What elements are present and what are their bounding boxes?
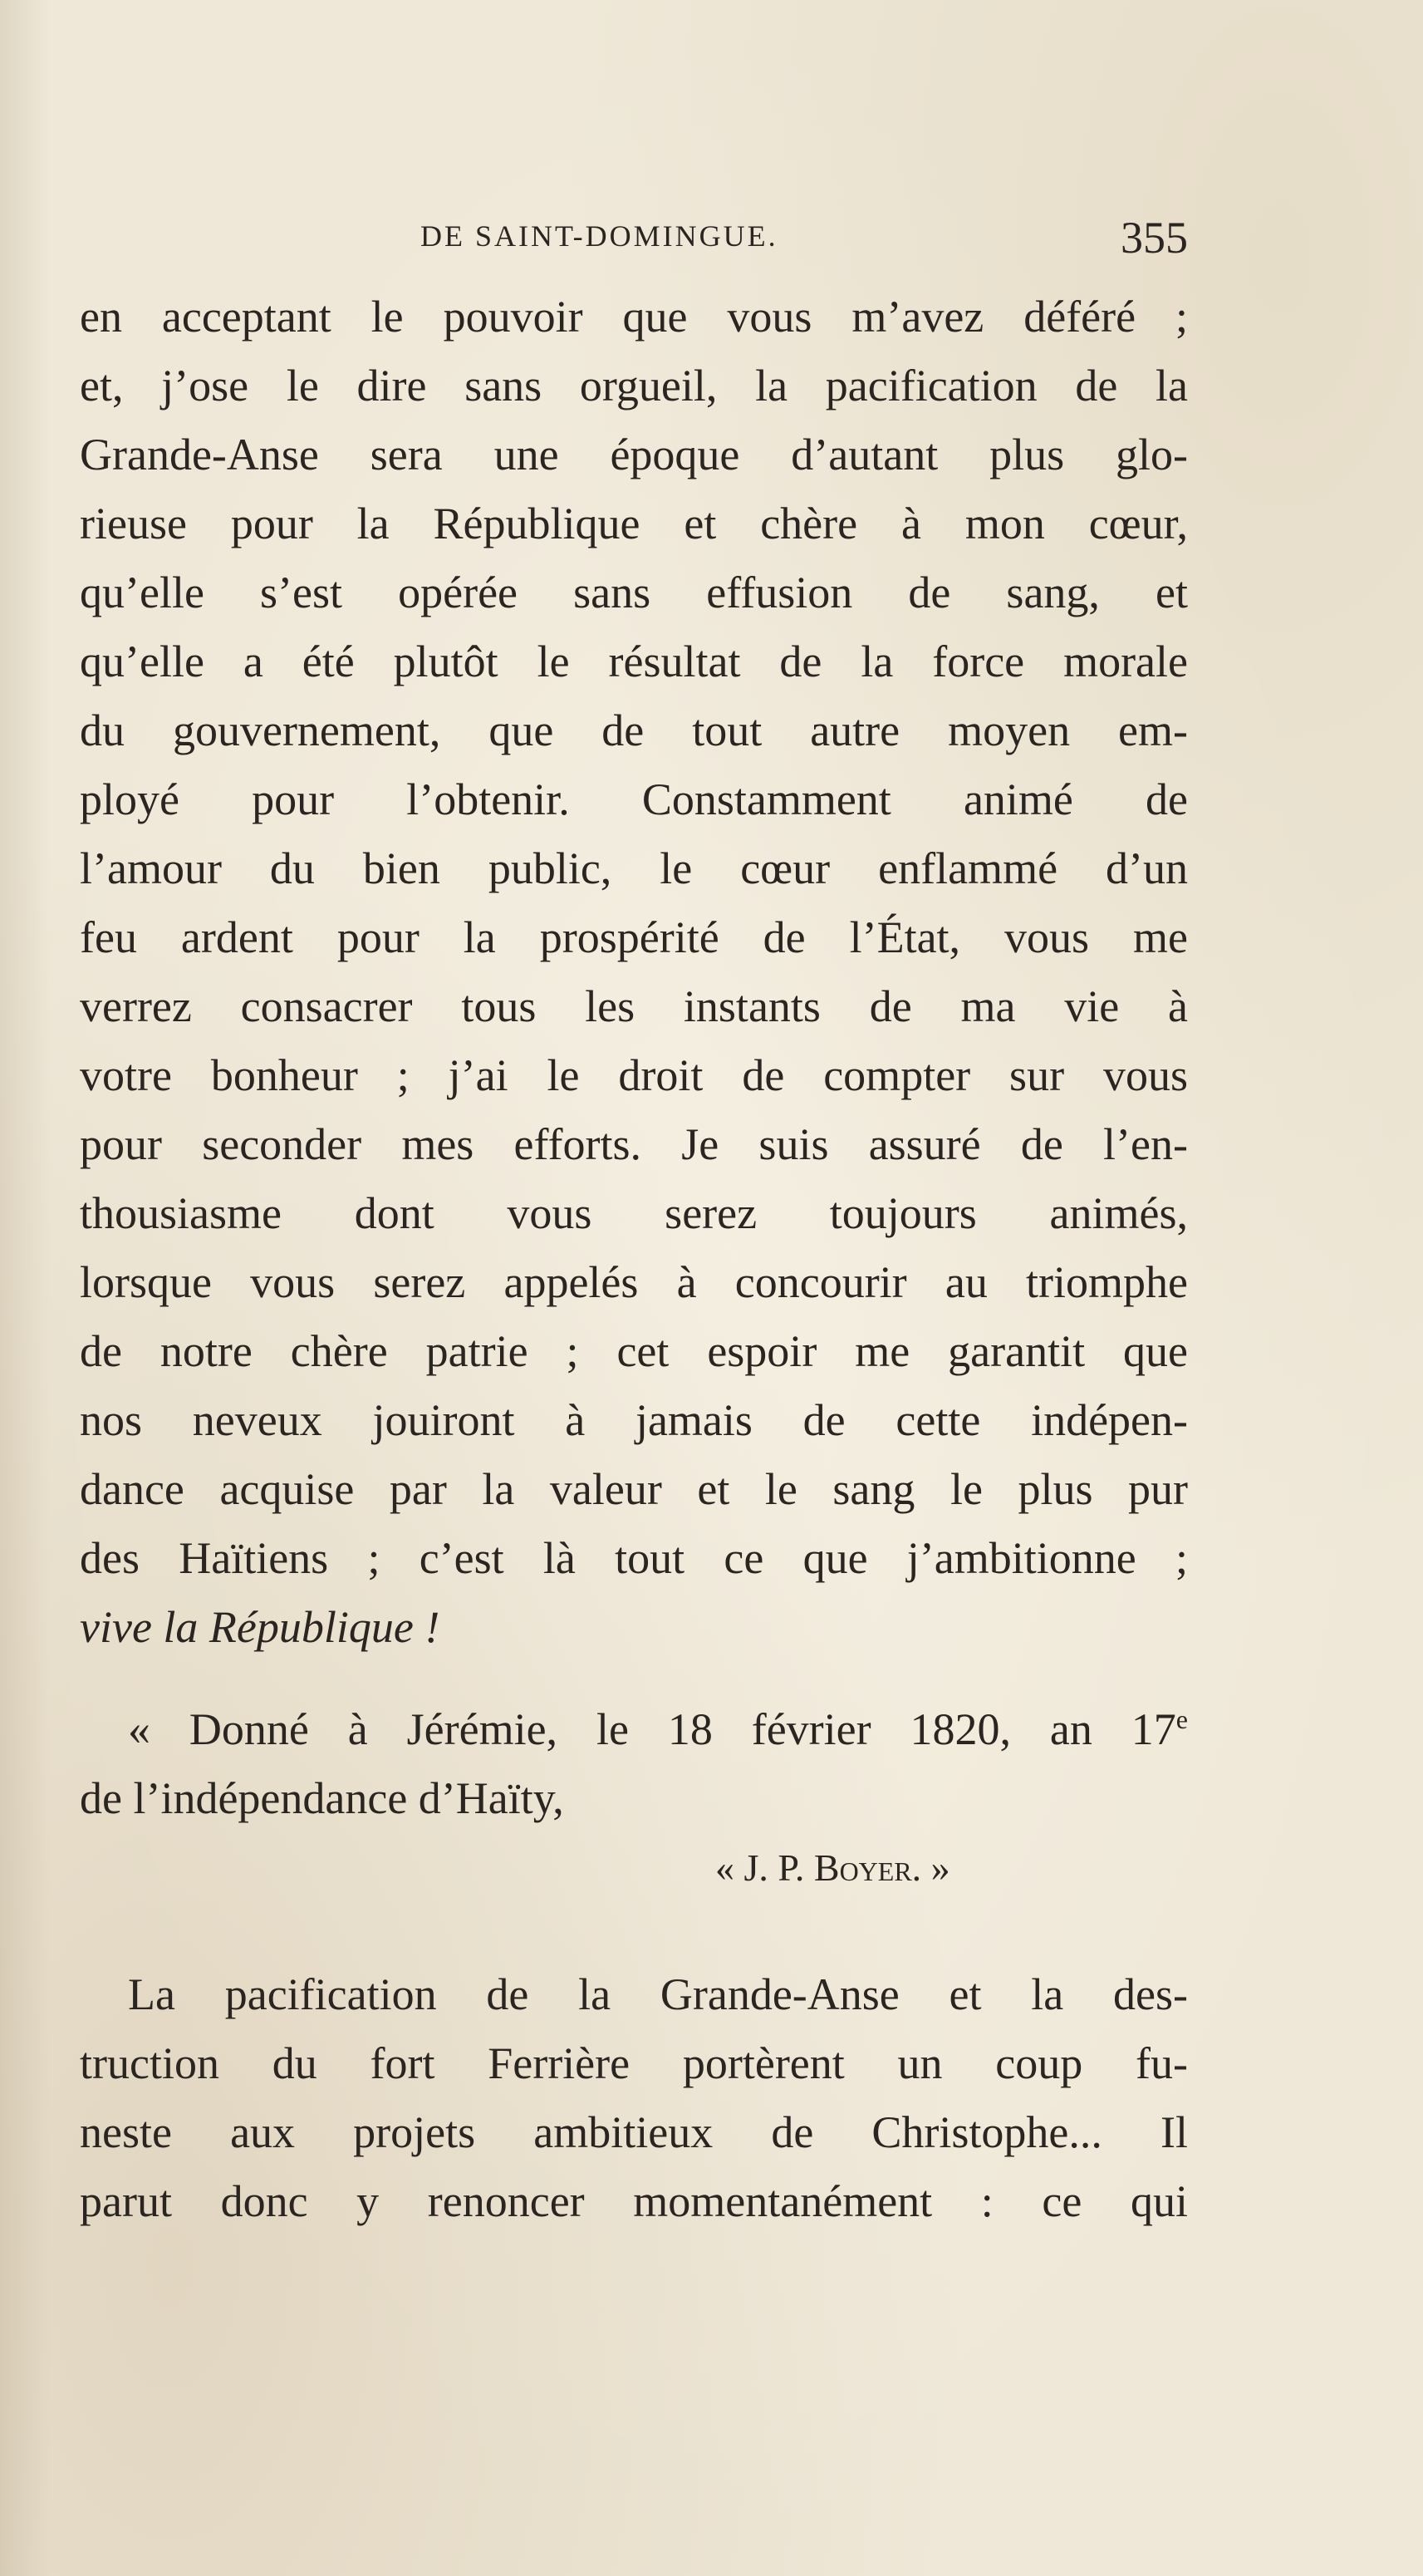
paragraph-1: [80, 283, 1188, 1662]
ordinal-superscript: e: [1175, 1704, 1188, 1734]
text-line: pour seconder mes efforts. Je suis assuré de l’en-: [80, 1119, 1188, 1169]
text-line: Grande-Anse sera une époque d’autant plus glo-: [80, 430, 1188, 479]
text-line: qu’elle a été plutôt le résultat de la force morale: [80, 637, 1188, 686]
text-line: en acceptant le pouvoir que vous m’avez déféré ;: [80, 292, 1188, 342]
signature: « J. P. Boyer. »: [715, 1846, 950, 1889]
text-line: La pacification de la Grande-Anse et la des-: [128, 1969, 1188, 2019]
running-head: [80, 212, 1188, 278]
page-number: 355: [1121, 213, 1188, 263]
text-line: du gouvernement, que de tout autre moyen em-: [80, 705, 1188, 755]
text-line: lorsque vous serez appelés à concourir au triomphe: [80, 1257, 1188, 1307]
text-block: [80, 283, 1188, 2236]
text-line: thousiasme dont vous serez toujours animés,: [80, 1188, 1188, 1238]
text-line: verrez consacrer tous les instants de ma vie à: [80, 981, 1188, 1031]
dateline: [80, 1695, 1188, 1833]
spacer: [80, 1902, 1188, 1960]
running-title: DE SAINT-DOMINGUE.: [420, 219, 778, 253]
text-line: qu’elle s’est opérée sans effusion de sang, et: [80, 568, 1188, 617]
closing-exclamation: vive la République !: [80, 1602, 440, 1652]
text-line: l’amour du bien public, le cœur enflammé d’un: [80, 843, 1188, 893]
text-line: truction du fort Ferrière portèrent un coup fu-: [80, 2038, 1188, 2088]
text-line: nos neveux jouiront à jamais de cette indépen-: [80, 1395, 1188, 1445]
spacer: [80, 1662, 1188, 1695]
paragraph-2: [80, 1960, 1188, 2236]
text-line: et, j’ose le dire sans orgueil, la pacification de la: [80, 361, 1188, 410]
text-line: dance acquise par la valeur et le sang le plus pur: [80, 1464, 1188, 1514]
text-line: des Haïtiens ; c’est là tout ce que j’ambitionne ;: [80, 1533, 1188, 1583]
text-line: rieuse pour la République et chère à mon cœur,: [80, 499, 1188, 548]
dateline-text: « Donné à Jérémie, le 18 février 1820, an 17: [128, 1704, 1176, 1754]
gutter-shadow: [0, 0, 50, 2576]
text-line: neste aux projets ambitieux de Christophe... Il: [80, 2107, 1188, 2157]
dateline-line-2: de l’indépendance d’Haïty,: [80, 1773, 564, 1823]
text-line: ployé pour l’obtenir. Constamment animé de: [80, 774, 1188, 824]
text-line: feu ardent pour la prospérité de l’État, vous me: [80, 912, 1188, 962]
dateline-line-1: [80, 1695, 1188, 1764]
text-line: votre bonheur ; j’ai le droit de compter sur vous: [80, 1050, 1188, 1100]
text-line: de notre chère patrie ; cet espoir me garantit que: [80, 1326, 1188, 1376]
text-line: parut donc y renoncer momentanément : ce qui: [80, 2176, 1188, 2226]
